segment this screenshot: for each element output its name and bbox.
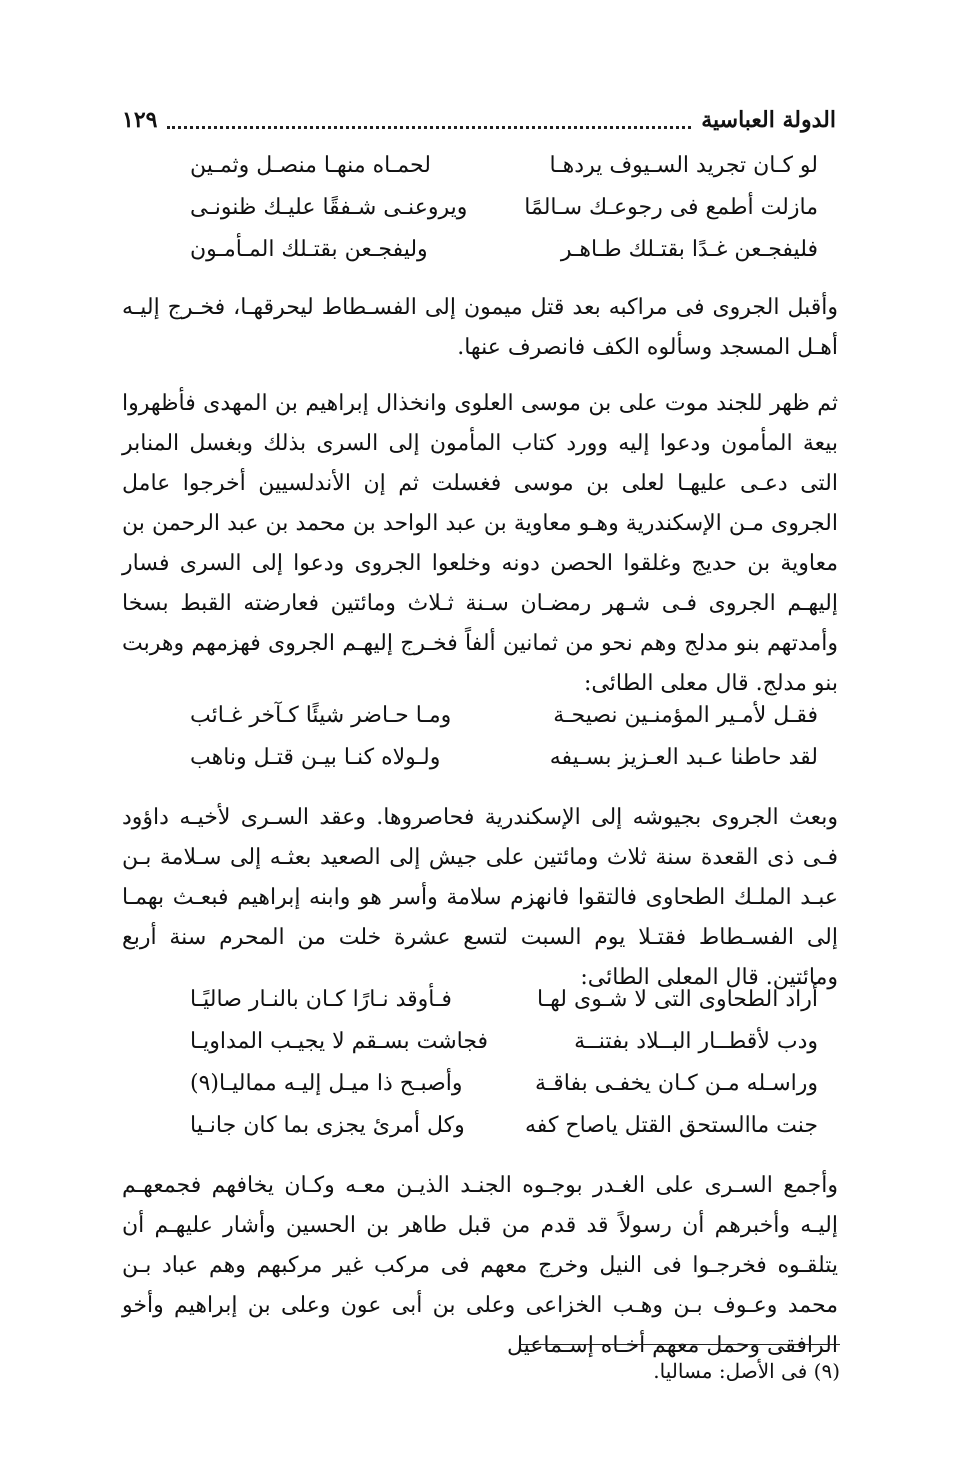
hemistich-first: لو كـان تجريد السـيوف يردهـا <box>549 152 818 178</box>
hemistich-second: فجاشت بسـقم لا يجيـب المداويـا <box>190 1028 489 1054</box>
running-header <box>122 100 836 140</box>
hemistich-second: لحمـاه منهـا منصـل وثمـين <box>190 152 431 178</box>
hemistich-first: جنت ماالستحق القتل ياصاح كفه <box>525 1112 818 1138</box>
verse-line <box>190 736 818 778</box>
hemistich-second: وأصبـح ذا ميـل إليـه مماليـا(٩) <box>190 1070 463 1096</box>
footnote-separator <box>520 1344 840 1345</box>
hemistich-first: وراسـله مـن كـان يخفـى بفاقـة <box>535 1070 818 1096</box>
hemistich-first: فقـل لأمـير المؤمنـين نصيحـة <box>553 702 818 728</box>
verse-line <box>190 186 818 228</box>
hemistich-first: ودب لأقطــار البــلاد بفتنــة <box>574 1028 818 1054</box>
hemistich-second: ولـولاه كنـا بيـن قتـل وناهب <box>190 744 441 770</box>
poem-block-2 <box>190 694 818 778</box>
hemistich-second: فـأوقد نـارًا كـان بالنـار صاليًـا <box>190 986 452 1012</box>
hemistich-first: أراد الطحاوى التى لا شـوى لهـا <box>536 986 818 1012</box>
paragraph-2: ثم ظهر للجند موت على بن موسى العلوى وانخذال إبراهيم بن المهدى فأظهروا بيعة المأمون ودعوا إليه وورد كتاب المأمون إلى السرى بذلك وبغسل المنابر التى دعـى عليهـا لعلى بن موسى فغسلت ثم إن الأندلسيين أخرجوا عامل الجروى مـن الإسكندرية وهـو معاوية بن عبد الواحد بن محمد بن عبد الرحمن بن معاوية بن حديج وغلقوا الحصن دونه وخلعوا الجروى ودعوا إلى السرى فسار إليهـم الجروى فـى شـهر رمضـان سـنة ثـلاث ومائتين فعارضته القبط بسخا وأمدتهم بنو مدلج وهم نحو من ثمانين ألفاً فخـرج إليهـم الجروى فهزمهم وهربت بنو مدلج. قال معلى الطائى: <box>122 391 838 696</box>
hemistich-second: وليفجـعن بقتـلك المـأمـون <box>190 236 428 262</box>
verse-line <box>190 1062 818 1104</box>
paragraph-1: وأقبل الجروى فى مراكبه بعد قتل ميمون إلى الفسـطاط ليحرقهـا، فخـرج إليـه أهـل المسجد وسألوه الكف فانصرف عنها. <box>122 295 838 360</box>
verse-line <box>190 1020 818 1062</box>
paragraph-3: وبعث الجروى بجيوشه إلى الإسكندرية فحاصروها. وعقد السـرى لأخيـه داؤود فـى ذى القعدة سنة ثلاث ومائتين على جيش إلى الصعيد بعثـه إلى سـلامة بـن عبـد الملـك الطحاوى فالتقوا فانهزم سلامة وأسر هو وابنه إبراهيم فبعـث بهمـا إلى الفسـطاط فقتـلا يوم السبت لتسع عشرة خلت من المحرم سنة أربع ومائتين. قال المعلى الطائى: <box>122 805 838 990</box>
header-title: الدولة العباسية <box>701 107 836 133</box>
hemistich-second: ويروعنـى شـفقًا عليـك ظنونـى <box>190 194 468 220</box>
verse-line <box>190 228 818 270</box>
paragraph-4: وأجمع السـرى على الغـدر بوجـوه الجنـد الذيـن معـه وكـان يخافهم فجمعهـم إليـه وأخبرهم أن رسولاً قد قدم من قبل طاهر بن الحسين وأشار عليهـم أن يتلقـوه فخرجـوا فى النيل وخرج معهم فى مركب غير مركبهم وهم عباد بـن محمد وعـوف بـن وهـب الخزاعى وعلى بن أبى عون وعلى بن إبراهيم وأخو الرافقى وحمل معهم أخـاه إسـماعيل <box>122 1173 838 1358</box>
poem-block-3 <box>190 978 818 1146</box>
header-dot-leader <box>167 112 691 129</box>
hemistich-first: مازلت أطمع فى رجوعـك سـالمًا <box>524 194 818 220</box>
hemistich-second: ومـا حـاضر شيئًا كـآخر غـائب <box>190 702 452 728</box>
verse-line <box>190 694 818 736</box>
verse-line <box>190 144 818 186</box>
verse-line <box>190 1104 818 1146</box>
page-number: ١٢٩ <box>122 107 158 133</box>
hemistich-second: وكل أمرئ يجزى بما كان جانـيا <box>190 1112 465 1138</box>
verse-line <box>190 978 818 1020</box>
footnote: (٩) فى الأصل: مساليا. <box>653 1359 840 1383</box>
hemistich-first: لقد حاطنا عـبد العـزيز بسـيفه <box>549 744 818 770</box>
hemistich-first: فليفجـعن غـدًا بقتـلك طـاهـر <box>560 236 818 262</box>
poem-block-1 <box>190 144 818 270</box>
